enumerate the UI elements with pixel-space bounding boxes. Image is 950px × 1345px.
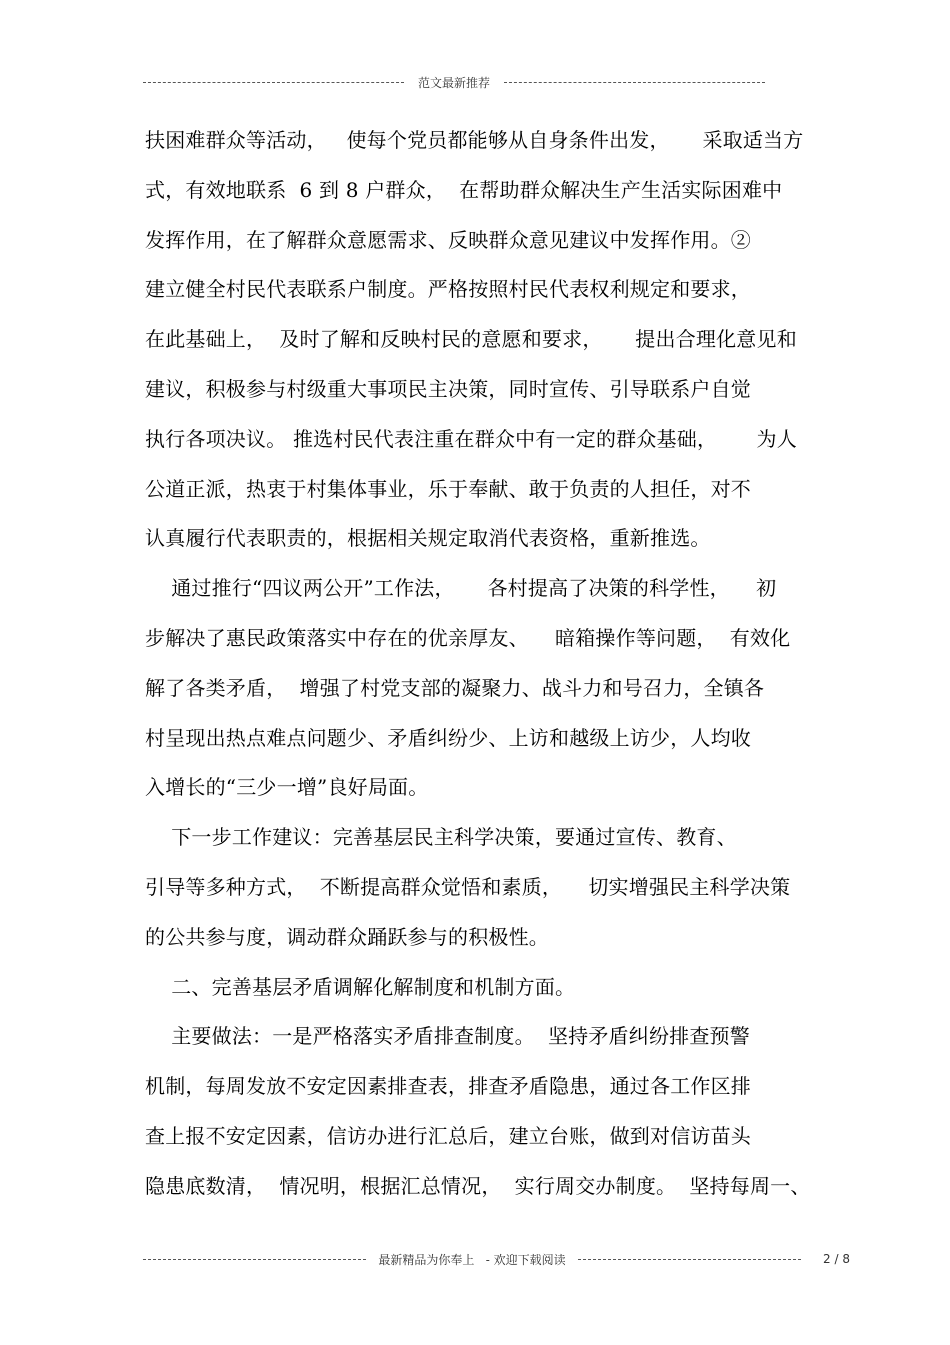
text-line: 隐患底数清， 情况明，根据汇总情况， 实行周交办制度。 坚持每周一、 [145, 1173, 811, 1198]
text-line: 村呈现出热点难点问题少、矛盾纠纷少、上访和越级上访少，人均收 [145, 725, 751, 750]
text-line: 的公共参与度，调动群众踊跃参与的积极性。 [145, 924, 549, 949]
text-line: 执行各项决议。 推选村民代表注重在群众中有一定的群众基础， 为人 [145, 426, 797, 451]
text-line: 发挥作用，在了解群众意愿需求、反映群众意见建议中发挥作用。② [145, 227, 751, 252]
footer-text: 最新精品为你奉上 - 欢迎下载阅读 [378, 1252, 566, 1267]
document-body [145, 116, 810, 1212]
footer-divider-right [578, 1259, 801, 1260]
text-line: 查上报不安定因素，信访办进行汇总后，建立台账，做到对信访苗头 [145, 1123, 751, 1148]
text-line: 解了各类矛盾， 增强了村党支部的凝聚力、战斗力和号召力，全镇各 [145, 675, 765, 700]
text-line: 建议，积极参与村级重大事项民主决策，同时宣传、引导联系户自觉 [145, 376, 751, 401]
text-line: 下一步工作建议：完善基层民主科学决策，要通过宣传、教育、 [145, 825, 737, 850]
header-divider-left [143, 82, 404, 83]
header-title: 范文最新推荐 [418, 75, 491, 90]
text-line: 二、完善基层矛盾调解化解制度和机制方面。 [145, 974, 576, 999]
text-line: 步解决了惠民政策落实中存在的优亲厚友、 暗箱操作等问题， 有效化 [145, 625, 791, 650]
header-divider-right [504, 82, 765, 83]
text-line: 扶困难群众等活动， 使每个党员都能够从自身条件出发， 采取适当方 [145, 128, 804, 152]
page-footer [143, 1248, 850, 1270]
page-header [143, 72, 765, 92]
text-line: 认真履行代表职责的，根据相关规定取消代表资格，重新推选。 [145, 526, 711, 551]
text-line: 主要做法：一是严格落实矛盾排查制度。 坚持矛盾纠纷排查预警 [145, 1024, 750, 1049]
text-line: 公道正派，热衷于村集体事业，乐于奉献、敢于负责的人担任，对不 [145, 476, 751, 501]
text-line: 通过推行“四议两公开”工作法， 各村提高了决策的科学性， 初 [145, 576, 777, 601]
footer-divider-left [143, 1259, 366, 1260]
text-line: 式，有效地联系 6 到 8 户群众， 在帮助群众解决生产生活实际困难中 [145, 177, 783, 202]
text-line: 建立健全村民代表联系户制度。严格按照村民代表权利规定和要求， [145, 277, 751, 302]
text-line: 机制，每周发放不安定因素排查表，排查矛盾隐患，通过各工作区排 [145, 1074, 751, 1099]
page-number: 2 / 8 [823, 1252, 850, 1266]
text-line: 入增长的“三少一增”良好局面。 [145, 775, 429, 800]
text-line: 在此基础上， 及时了解和反映村民的意愿和要求， 提出合理化意见和 [145, 327, 797, 352]
text-line: 引导等多种方式， 不断提高群众觉悟和素质， 切实增强民主科学决策 [145, 874, 791, 899]
